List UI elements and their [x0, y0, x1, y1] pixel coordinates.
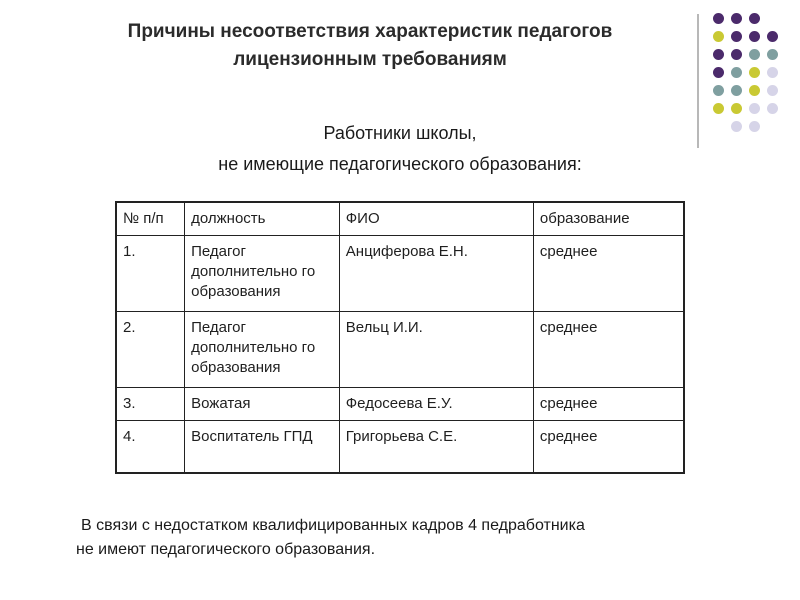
- header-number: № п/п: [116, 202, 185, 236]
- dot: [767, 67, 778, 78]
- cell-position: Педагог дополнительно го образования: [185, 236, 340, 312]
- note-line-1: В связи с недостатком квалифицированных кадров 4 педработника: [81, 517, 585, 534]
- dot: [731, 121, 742, 132]
- cell-name: Анциферова Е.Н.: [339, 236, 533, 312]
- dot: [731, 13, 742, 24]
- cell-education: среднее: [533, 236, 684, 312]
- cell-education: среднее: [533, 312, 684, 388]
- header-name: ФИО: [339, 202, 533, 236]
- dot: [713, 103, 724, 114]
- dot: [749, 103, 760, 114]
- cell-education: среднее: [533, 388, 684, 421]
- note-line-2: не имеют педагогического образования.: [76, 541, 376, 558]
- cell-position: Воспитатель ГПД: [185, 421, 340, 473]
- cell-number: 4.: [116, 421, 185, 473]
- dot: [749, 67, 760, 78]
- header-education: образование: [533, 202, 684, 236]
- dot: [713, 85, 724, 96]
- dot: [713, 13, 724, 24]
- dot: [731, 67, 742, 78]
- cell-name: Вельц И.И.: [339, 312, 533, 388]
- cell-number: 1.: [116, 236, 185, 312]
- caption-line-1: Работники школы,: [323, 123, 477, 143]
- dot: [767, 31, 778, 42]
- cell-number: 3.: [116, 388, 185, 421]
- table-row: [116, 312, 684, 388]
- dot: [731, 49, 742, 60]
- dot: [767, 85, 778, 96]
- header-position: должность: [185, 202, 340, 236]
- dot: [731, 103, 742, 114]
- dot: [767, 49, 778, 60]
- cell-name: Григорьева С.Е.: [339, 421, 533, 473]
- dot: [713, 31, 724, 42]
- cell-education: среднее: [533, 421, 684, 473]
- table-header-row: [116, 202, 684, 236]
- title-line-2: лицензионным требованиям: [233, 49, 507, 70]
- slide-title: [60, 18, 680, 74]
- dot: [749, 121, 760, 132]
- dot: [713, 49, 724, 60]
- cell-position: Вожатая: [185, 388, 340, 421]
- dot: [749, 13, 760, 24]
- cell-name: Федосеева Е.У.: [339, 388, 533, 421]
- staff-table: [115, 201, 685, 474]
- table-caption: [120, 118, 680, 180]
- cell-number: 2.: [116, 312, 185, 388]
- decorative-dot-grid: [710, 10, 770, 130]
- dot: [767, 103, 778, 114]
- decorative-divider: [697, 14, 699, 148]
- table-row: [116, 236, 684, 312]
- dot: [749, 31, 760, 42]
- table-row: [116, 421, 684, 473]
- caption-line-2: не имеющие педагогического образования:: [218, 154, 582, 174]
- dot: [749, 49, 760, 60]
- title-line-1: Причины несоответствия характеристик педагогов: [127, 21, 613, 42]
- cell-position: Педагог дополнительно го образования: [185, 312, 340, 388]
- dot: [731, 31, 742, 42]
- dot: [749, 85, 760, 96]
- table-row: [116, 388, 684, 421]
- dot: [713, 67, 724, 78]
- dot: [731, 85, 742, 96]
- summary-note: [76, 514, 736, 562]
